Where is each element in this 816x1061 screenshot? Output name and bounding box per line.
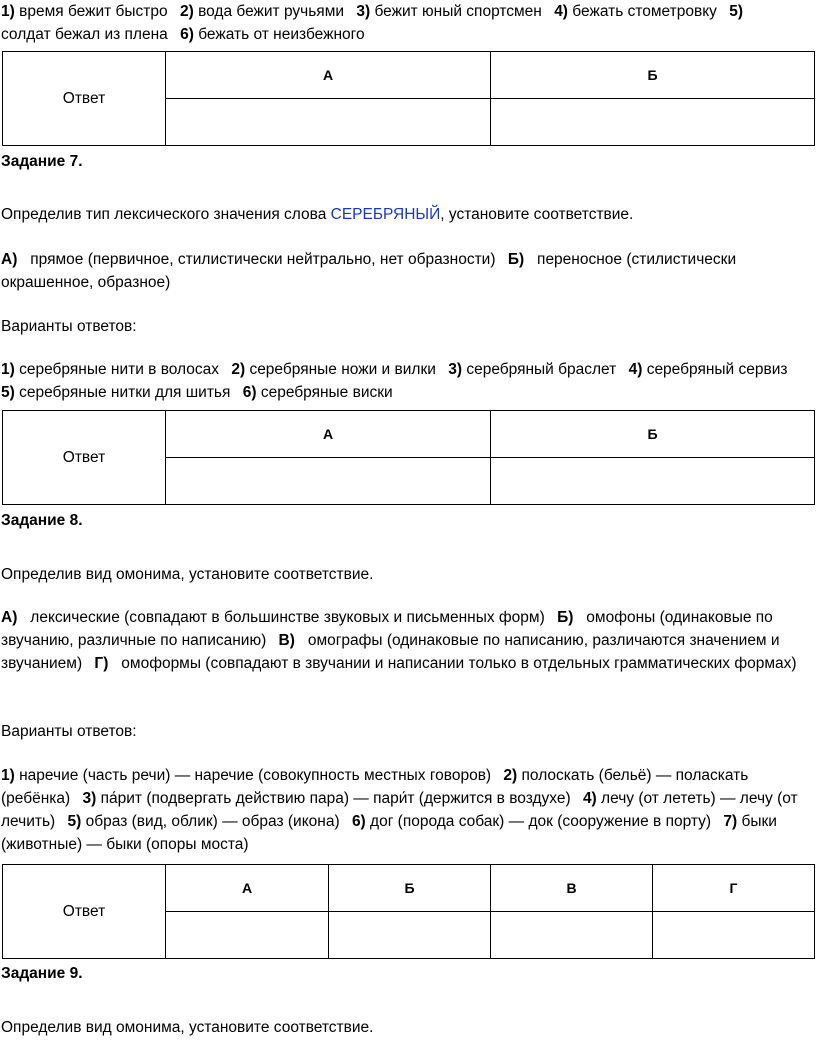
column-header-a: А: [166, 411, 491, 458]
type-text: лексические (совпадают в большинстве звуковых и письменных форм): [30, 609, 545, 626]
answer-table-task7: [2, 410, 815, 505]
option-text: бежать от неизбежного: [198, 26, 365, 43]
option-text: быки (животные) — быки (опоры моста): [1, 813, 777, 853]
option-number: 6): [180, 26, 194, 43]
option-text: наречие (часть речи) — наречие (совокупность местных говоров): [19, 767, 492, 784]
instruction-text: Определив тип лексического значения слова: [1, 206, 331, 223]
type-text: прямое (первичное, стилистически нейтрально, нет образности): [30, 251, 496, 268]
option-number: 1): [1, 3, 15, 20]
option-text: серебряные нити в волосах: [19, 361, 220, 378]
answer-cell-a[interactable]: [166, 458, 491, 505]
option-number: 2): [179, 3, 194, 20]
answer-table-task6: [2, 51, 815, 146]
column-header-a: А: [166, 52, 491, 99]
option-number: 5): [1, 384, 15, 401]
option-number: 2): [231, 361, 246, 378]
task8-types: [1, 606, 806, 675]
option-number: 1): [1, 361, 15, 378]
column-header-v: В: [491, 865, 653, 912]
option-text: бежит юный спортсмен: [374, 3, 542, 20]
type-text: омографы (одинаковые по написанию, различаются значением и звучанием): [1, 632, 780, 672]
option-text: солдат бежал из плена: [1, 26, 168, 43]
task6-options: [1, 0, 806, 46]
option-text: па́рит (подвергать действию пара) — пари́т (держится в воздухе): [100, 790, 571, 807]
option-text: серебряный браслет: [466, 361, 617, 378]
answer-cell-b[interactable]: [491, 99, 815, 146]
option-text: время бежит быстро: [19, 3, 168, 20]
type-letter: Б): [557, 609, 574, 626]
task9-title: Задание 9.: [1, 965, 83, 982]
column-header-b: Б: [491, 52, 815, 99]
instruction-text: , установите соответствие.: [440, 206, 634, 223]
option-text: дог (порода собак) — док (сооружение в порту): [370, 813, 712, 830]
column-header-b: Б: [491, 411, 815, 458]
type-letter: А): [1, 609, 18, 626]
type-letter: Б): [507, 251, 525, 268]
option-text: серебряный сервиз: [646, 361, 788, 378]
answer-label: Ответ: [3, 52, 166, 146]
answer-label: Ответ: [3, 865, 166, 959]
answer-cell-v[interactable]: [491, 912, 653, 959]
option-number: 3): [82, 790, 97, 807]
type-letter: В): [278, 632, 295, 649]
task7-instruction: [1, 203, 806, 226]
answer-label: Ответ: [3, 411, 166, 505]
option-text: бежать стометровку: [572, 3, 717, 20]
column-header-b: Б: [329, 865, 491, 912]
option-number: 7): [723, 813, 738, 830]
answer-cell-b[interactable]: [491, 458, 815, 505]
task8-instruction: Определив вид омонима, установите соответствие.: [1, 566, 374, 583]
option-number: 5): [67, 813, 82, 830]
option-number: 3): [448, 361, 463, 378]
column-header-g: Г: [653, 865, 815, 912]
option-text: серебряные ножи и вилки: [249, 361, 436, 378]
option-text: образ (вид, облик) — образ (икона): [85, 813, 340, 830]
task8-variants-label: Варианты ответов:: [1, 723, 137, 740]
task7-options: [1, 358, 806, 404]
option-text: вода бежит ручьями: [198, 3, 345, 20]
column-header-a: А: [166, 865, 329, 912]
type-letter: Г): [94, 655, 109, 672]
option-number: 1): [1, 767, 15, 784]
option-number: 2): [503, 767, 518, 784]
task7-title: Задание 7.: [1, 153, 83, 170]
option-text: серебряные нитки для шитья: [19, 384, 231, 401]
option-number: 4): [554, 3, 568, 20]
task8-options: [1, 764, 806, 856]
answer-cell-a[interactable]: [166, 99, 491, 146]
type-text: омоформы (совпадают в звучании и написании только в отдельных грамматических формах): [121, 655, 797, 672]
answer-cell-b[interactable]: [329, 912, 491, 959]
type-text: омофоны (одинаковые по звучанию, различные по написанию): [1, 609, 773, 649]
option-number: 3): [356, 3, 371, 20]
option-number: 6): [351, 813, 366, 830]
type-letter: А): [1, 251, 18, 268]
option-text: полоскать (бельё) — поласкать (ребёнка): [1, 767, 749, 807]
answer-cell-a[interactable]: [166, 912, 329, 959]
task9-instruction: Определив вид омонима, установите соответствие.: [1, 1019, 374, 1036]
option-number: 4): [628, 361, 643, 378]
option-number: 5): [729, 3, 744, 20]
keyword: СЕРЕБРЯНЫЙ: [330, 206, 441, 223]
answer-table-task8: [2, 864, 815, 959]
option-number: 4): [582, 790, 597, 807]
task7-variants-label: Варианты ответов:: [1, 318, 137, 335]
option-number: 6): [242, 384, 257, 401]
task7-types: [1, 248, 806, 294]
type-text: переносное (стилистически окрашенное, образное): [1, 251, 737, 291]
answer-cell-g[interactable]: [653, 912, 815, 959]
task8-title: Задание 8.: [1, 512, 83, 529]
option-text: лечу (от лететь) — лечу (от лечить): [1, 790, 798, 830]
option-text: серебряные виски: [260, 384, 393, 401]
